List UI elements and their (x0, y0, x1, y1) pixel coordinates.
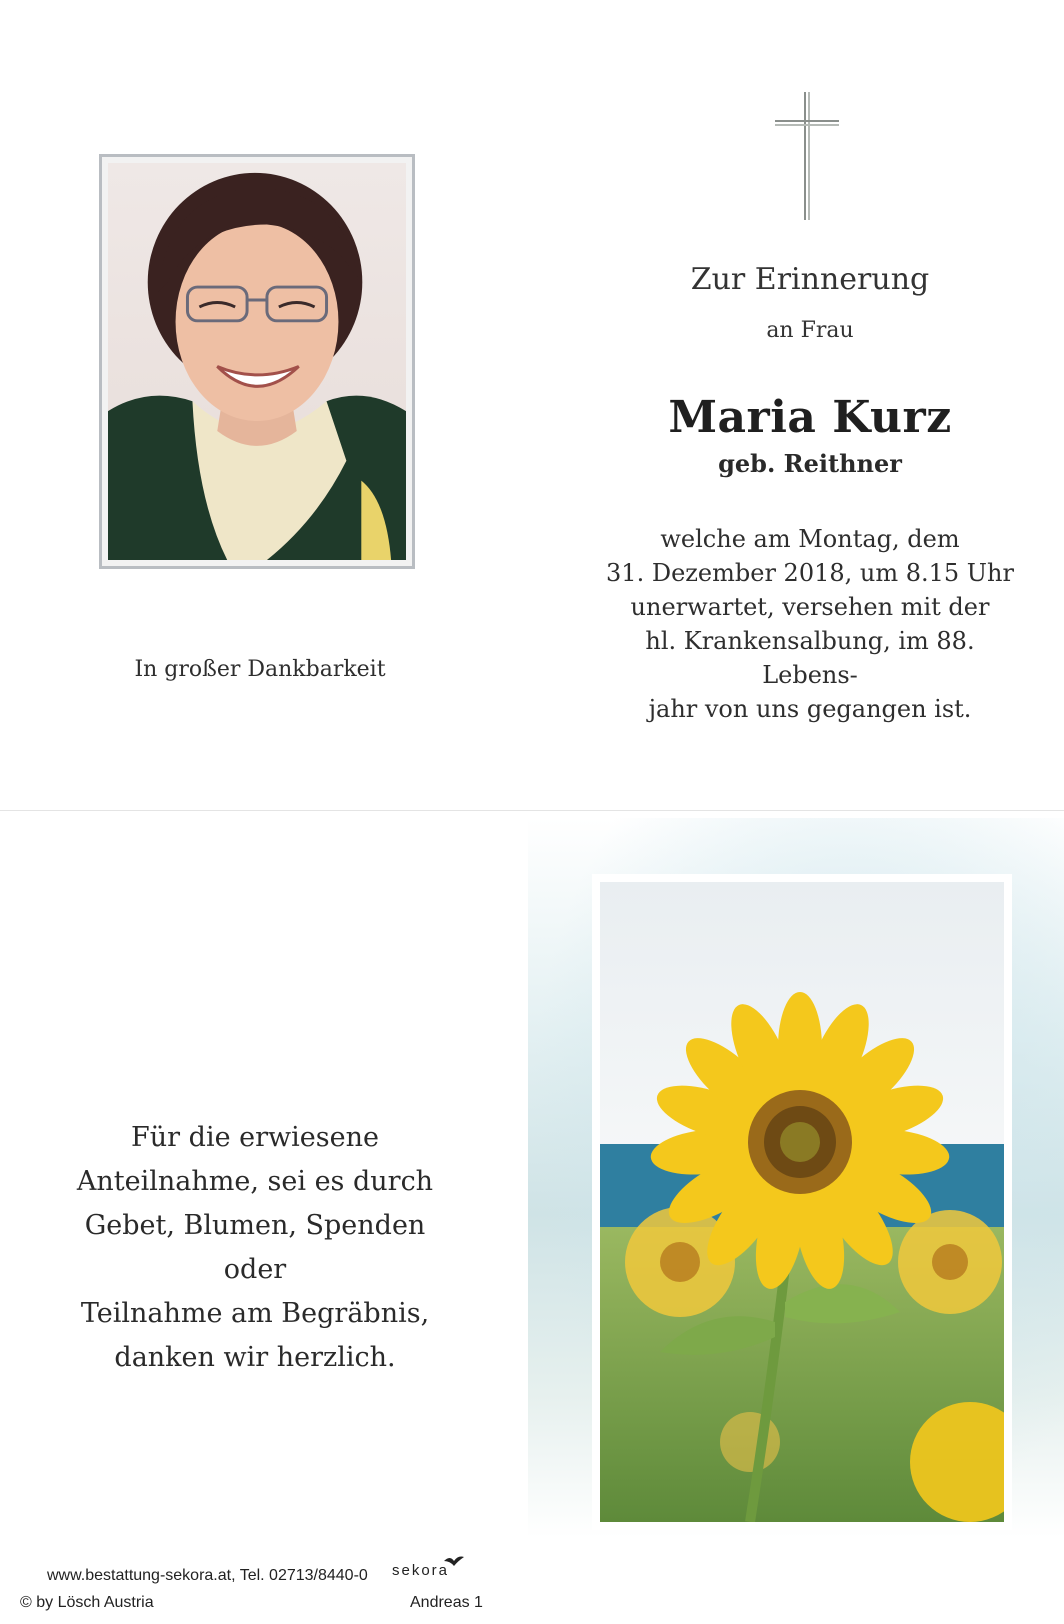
thanks-line: Teilnahme am Begräbnis, (80, 1298, 430, 1329)
thanks-line: danken wir herzlich. (114, 1342, 396, 1373)
maiden-name: geb. Reithner (718, 449, 902, 478)
footer-contact: www.bestattung-sekora.at, Tel. 02713/8440-0 (47, 1567, 368, 1584)
thanks-line: Für die erwiesene (131, 1122, 379, 1153)
notice-line: 31. Dezember 2018, um 8.15 Uhr (606, 559, 1014, 587)
notice-line: unerwartet, versehen mit der (630, 593, 990, 621)
deceased-name: Maria Kurz (668, 392, 952, 443)
cross-icon (775, 92, 839, 220)
salutation: an Frau (766, 318, 854, 343)
portrait-photo (108, 163, 406, 560)
death-notice-text (600, 522, 1020, 726)
notice-line: jahr von uns gegangen ist. (648, 695, 972, 723)
sunflower-image-frame (592, 874, 1012, 1530)
thanks-line: Anteilnahme, sei es durch (76, 1166, 434, 1197)
footer-copyright: © by Lösch Austria (20, 1594, 154, 1611)
gratitude-caption: In großer Dankbarkeit (134, 657, 386, 682)
footer-brand-logo: sekora (392, 1562, 450, 1579)
portrait-photo-frame (99, 154, 415, 569)
fold-divider (0, 810, 1064, 811)
memorial-heading: Zur Erinnerung (690, 262, 930, 297)
notice-line: hl. Krankensalbung, im 88. Lebens- (645, 627, 975, 689)
thanks-line: Gebet, Blumen, Spenden oder (84, 1210, 426, 1285)
footer-template-code: Andreas 1 (410, 1594, 483, 1611)
sunflower-image (600, 882, 1004, 1522)
notice-line: welche am Montag, dem (660, 525, 960, 553)
thanks-message (60, 1116, 450, 1380)
bird-logo-icon (444, 1555, 464, 1567)
